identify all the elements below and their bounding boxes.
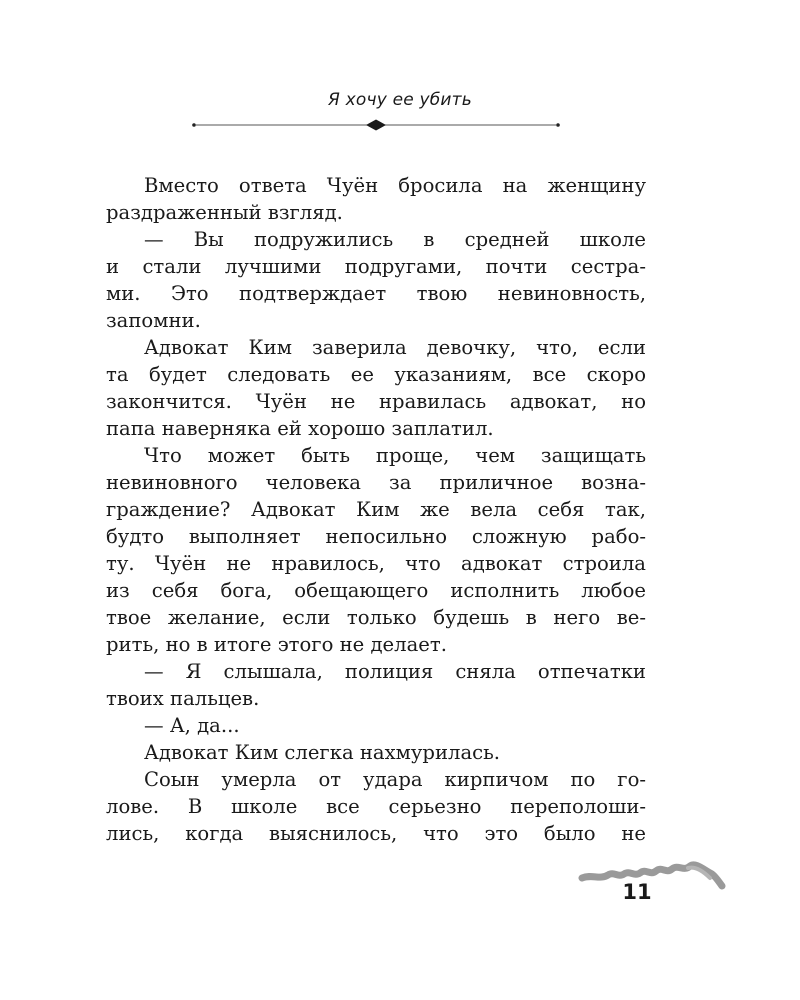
text-line: — А, да...: [144, 714, 240, 737]
text-line: твое желание, если только будешь в него ве-: [106, 606, 646, 629]
text-line: ту. Чуён не нравилось, что адвокат строила: [106, 552, 646, 575]
text-line: Вместо ответа Чуён бросила на женщину: [144, 174, 646, 197]
text-line: Адвокат Ким заверила девочку, что, если: [144, 336, 646, 359]
text-line: — Вы подружились в средней школе: [144, 228, 646, 251]
page-number: 11: [622, 880, 652, 904]
text-line: лове. В школе все серьезно переполоши-: [106, 795, 646, 818]
text-line: лись, когда выяснилось, что это было не: [106, 822, 646, 845]
text-line: и стали лучшими подругами, почти сестра-: [106, 255, 646, 278]
text-line: твоих пальцев.: [106, 687, 260, 710]
header-divider-ornament: [190, 116, 562, 134]
text-line: Соын умерла от удара кирпичом по го-: [144, 768, 646, 791]
text-line: будто выполняет непосильно сложную рабо-: [106, 525, 646, 548]
running-head-title: Я хочу ее убить: [327, 90, 473, 110]
text-line: запомни.: [106, 309, 201, 332]
text-line: закончится. Чуён не нравилась адвокат, но: [106, 390, 646, 413]
text-line: граждение? Адвокат Ким же вела себя так,: [106, 498, 646, 521]
text-line: рить, но в итоге этого не делает.: [106, 633, 447, 656]
text-line: Что может быть проще, чем защищать: [144, 444, 646, 467]
text-line: раздраженный взгляд.: [106, 201, 343, 224]
text-line: — Я слышала, полиция сняла отпечатки: [144, 660, 646, 683]
body-text: [106, 172, 646, 847]
text-line: Адвокат Ким слегка нахмурилась.: [144, 741, 501, 764]
text-line: та будет следовать ее указаниям, все скоро: [106, 363, 646, 386]
text-line: невиновного человека за приличное возна-: [106, 471, 646, 494]
text-line: из себя бога, обещающего исполнить любое: [106, 579, 646, 602]
text-line: ми. Это подтверждает твою невиновность,: [106, 282, 646, 305]
text-line: папа наверняка ей хорошо заплатил.: [106, 417, 494, 440]
